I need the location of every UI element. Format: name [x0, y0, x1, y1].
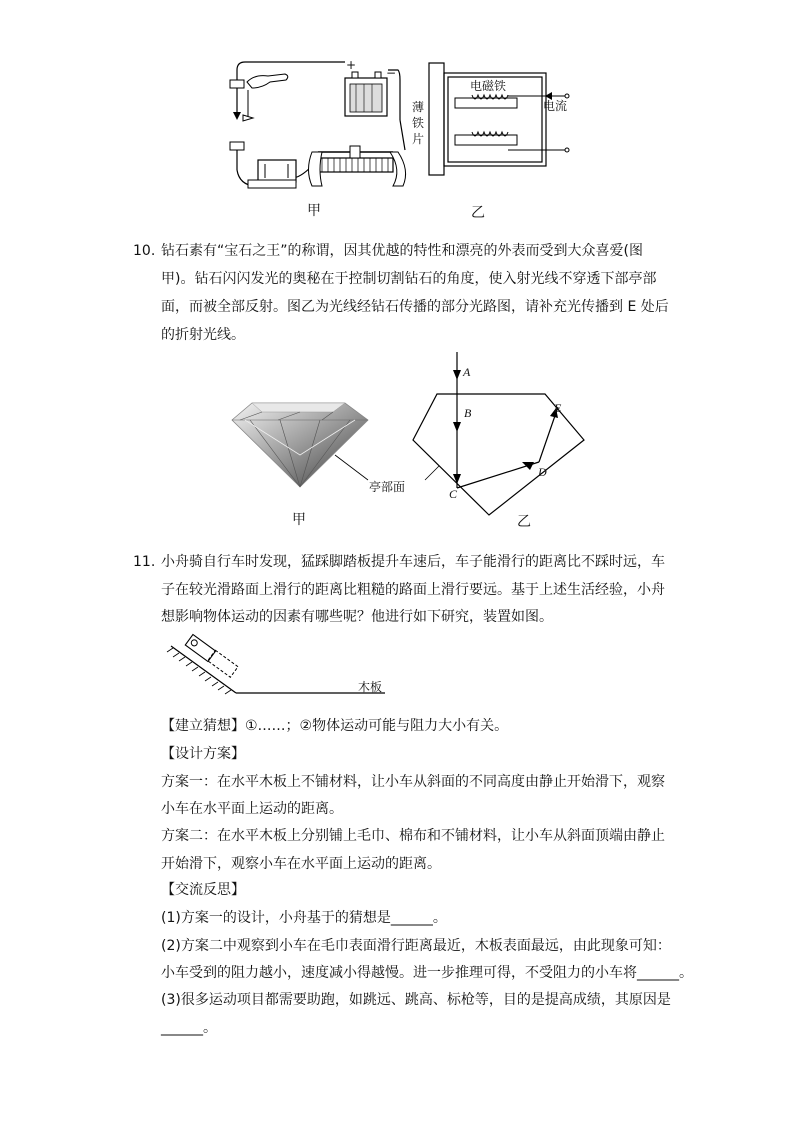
q11-body-4: 小车在水平面上运动的距离。: [161, 801, 343, 817]
q11-body-3: 方案一：在水平木板上不铺材料，让小车从斜面的不同高度由静止开始滑下，观察: [161, 774, 665, 790]
point-e-label: E: [554, 401, 562, 415]
q10-line-1: 钻石素有“宝石之王”的称谓，因其优越的特性和漂亮的外表而受到大众喜爱(图: [161, 243, 643, 259]
circuit-figure: [0, 0, 794, 230]
q10-line-2: 甲)。钻石闪闪发光的奥秘在于控制切割钻石的角度，使入射光线不穿透下部亭部: [161, 271, 657, 287]
incline-board-diagram: [0, 630, 794, 700]
q11-body-7: 【交流反思】: [161, 882, 245, 898]
q11-line-1: 小舟骑自行车时发现，猛踩脚踏板提升车速后，车子能滑行的距离比不踩时远，车: [161, 554, 665, 570]
q11-body-1: 【建立猜想】①……；②物体运动可能与阻力大小有关。: [161, 718, 509, 734]
light-path-diagram: [0, 340, 794, 520]
q11-body-2: 【设计方案】: [161, 746, 245, 762]
q11-body-6: 开始滑下，观察小车在水平面上运动的距离。: [161, 856, 441, 872]
minus-sign: −: [386, 66, 397, 80]
fig-top-label-jia: 甲: [307, 203, 321, 219]
fig-top-label-yi: 乙: [471, 205, 485, 221]
electromagnet-label: 电磁铁: [470, 79, 507, 93]
q10-number: 10.: [133, 243, 156, 259]
light-fig-label-yi: 乙: [517, 514, 531, 530]
thin-iron-label-2: 铁: [412, 116, 425, 130]
point-c-label: C: [449, 487, 458, 501]
pavilion-label: 亭部面: [369, 480, 406, 494]
q11-body-10: 小车受到的阻力越小，速度减小得越慢。进一步推理可得，不受阻力的小车将______。: [161, 965, 693, 981]
q11-body-8: (1)方案一的设计，小舟基于的猜想是______。: [161, 910, 447, 926]
point-d-label: D: [538, 465, 547, 479]
point-b-label: B: [464, 406, 472, 420]
diamond-fig-label-jia: 甲: [292, 512, 306, 528]
q11-body-5: 方案二：在水平木板上分别铺上毛巾、棉布和不铺材料，让小车从斜面顶端由静止: [161, 828, 665, 844]
point-a-label: A: [463, 365, 471, 379]
board-label: 木板: [358, 680, 383, 694]
current-label: 电流: [543, 99, 568, 113]
q11-line-2: 子在较光滑路面上滑行的距离比粗糙的路面上滑行要远。基于上述生活经验，小舟: [161, 582, 665, 598]
q11-body-9: (2)方案二中观察到小车在毛巾表面滑行距离最近，木板表面最远，由此现象可知：: [161, 938, 671, 954]
q10-line-3: 面，而被全部反射。图乙为光线经钻石传播的部分光路图，请补充光传播到 E 处后: [161, 299, 669, 315]
thin-iron-label-1: 薄: [412, 100, 425, 114]
thin-iron-label-3: 片: [412, 132, 425, 146]
plus-sign: +: [346, 58, 357, 72]
q11-body-12: ______。: [161, 1020, 217, 1036]
q11-body-11: (3)很多运动项目都需要助跑，如跳远、跳高、标枪等，目的是提高成绩，其原因是: [161, 992, 671, 1008]
q10-line-4: 的折射光线。: [161, 327, 245, 343]
q11-line-3: 想影响物体运动的因素有哪些呢？他进行如下研究，装置如图。: [161, 609, 553, 625]
q11-number: 11.: [133, 554, 156, 570]
